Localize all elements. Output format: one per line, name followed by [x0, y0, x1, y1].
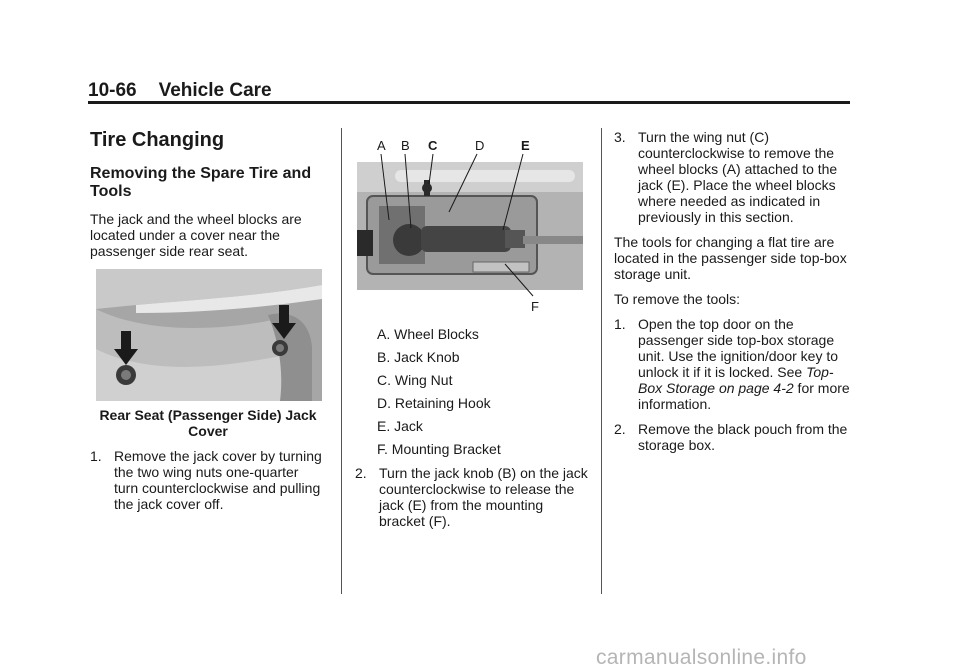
section-title: Vehicle Care [158, 80, 272, 101]
legend-item: E. Jack [377, 418, 423, 434]
page-header [88, 80, 272, 102]
legend-item: A. Wheel Blocks [377, 326, 479, 342]
legend-item: D. Retaining Hook [377, 395, 491, 411]
step-text: Turn the jack knob (B) on the jack counterclockwise to release the jack (E) from the mounting bracket (F). [379, 465, 588, 529]
step-number: 1. [614, 316, 626, 332]
legend-item: B. Jack Knob [377, 349, 460, 365]
tools-step-1 [614, 316, 852, 412]
step-3 [614, 129, 852, 225]
column-divider [341, 128, 342, 594]
section-subtitle: Removing the Spare Tire and Tools [90, 165, 312, 200]
step-1 [90, 448, 326, 512]
legend-item: F. Mounting Bracket [377, 441, 501, 457]
tools-paragraph: The tools for changing a flat tire are located in the passenger side top-box storage unit. [614, 234, 847, 282]
column-divider [601, 128, 602, 594]
callout-c: C [428, 138, 438, 153]
callout-f: F [531, 299, 539, 314]
wing-nut-right-icon [272, 340, 288, 356]
callout-a: A [377, 138, 386, 153]
step-2 [355, 465, 590, 529]
legend-item: C. Wing Nut [377, 372, 453, 388]
figure-legend [355, 326, 590, 457]
column-left [90, 129, 326, 521]
watermark: carmanualsonline.info [596, 646, 807, 669]
step-text: Remove the jack cover by turning the two wing nuts one-quarter turn counterclockwise and pulling the jack cover off. [114, 448, 322, 512]
page-title: Tire Changing [90, 129, 225, 151]
page-number: 10-66 [88, 80, 137, 101]
jack-assembly-figure [355, 136, 585, 314]
step-text: Open the top door on the passenger side top-box storage unit. Use the ignition/door key to unlock it if it is locked. See Top-Box Storage on page 4-2 for more information. [638, 316, 850, 412]
step-number: 2. [614, 421, 626, 437]
wing-nut-left-icon [116, 365, 136, 385]
step-number: 3. [614, 129, 626, 145]
header-rule [88, 101, 850, 104]
step-number: 1. [90, 448, 102, 464]
remove-tools-heading: To remove the tools: [614, 291, 741, 307]
cross-reference-link[interactable]: Top-Box Storage on page 4-2 [638, 364, 834, 396]
step-number: 2. [355, 465, 367, 481]
figure-caption: Rear Seat (Passenger Side) Jack Cover [99, 407, 317, 439]
intro-paragraph: The jack and the wheel blocks are located under a cover near the passenger side rear seat. [90, 211, 302, 259]
callout-b: B [401, 138, 410, 153]
step-text: Remove the black pouch from the storage box. [638, 421, 848, 453]
callout-d: D [475, 138, 485, 153]
step-text: Turn the wing nut (C) counterclockwise to remove the wheel blocks (A) attached to the jack (E). Place the wheel blocks where needed as indicated in previously in this section. [638, 129, 838, 225]
callout-e: E [521, 138, 530, 153]
column-middle [355, 136, 590, 538]
tools-step-2 [614, 421, 852, 453]
column-right [614, 129, 852, 462]
jack-cover-figure [96, 269, 322, 401]
